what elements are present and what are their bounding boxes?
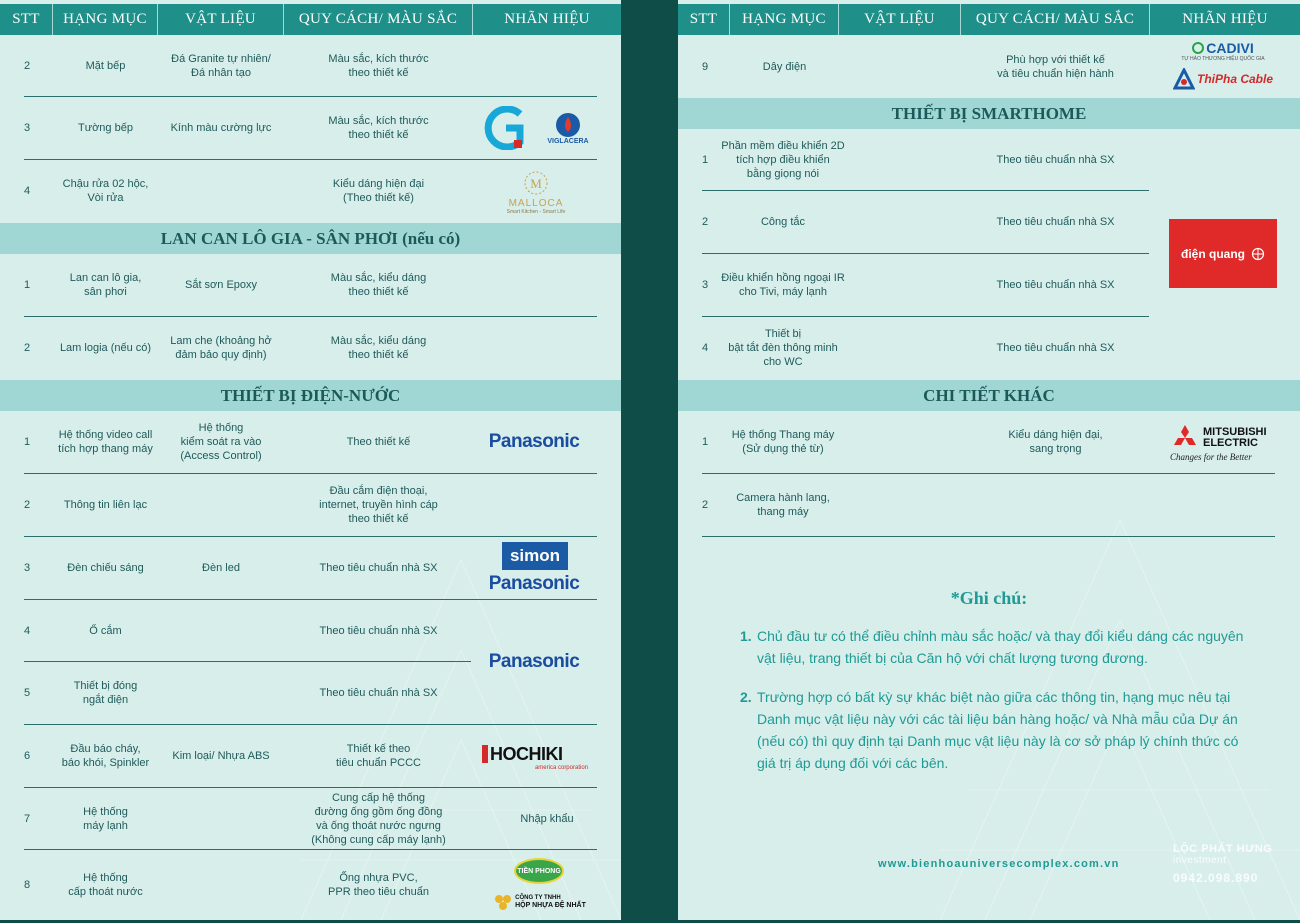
- panasonic-logo: Panasonic: [488, 573, 580, 594]
- cell-item: Hệ thống video call tích hợp thang máy: [58, 429, 153, 455]
- thipha-logo-text: ThiPha Cable: [1196, 72, 1273, 86]
- cell-item: Đầu báo cháy, báo khói, Spinkler: [61, 743, 150, 769]
- cell-stt: 1: [702, 153, 709, 166]
- cell-material: Hệ thống kiểm soát ra vào (Access Control): [180, 422, 262, 462]
- cell-item: Công tắc: [760, 216, 806, 228]
- watermark-sub: investment: [1173, 855, 1227, 866]
- table-row: [0, 317, 621, 379]
- header-quy-cach: QUY CÁCH/ MÀU SẮC: [961, 4, 1150, 35]
- table-row: [678, 474, 1300, 536]
- cadivi-tagline: TỰ HÀO THƯƠNG HIỆU QUỐC GIA: [1181, 56, 1265, 62]
- watermark-brand: LỘC PHÁT HƯNG: [1173, 843, 1273, 855]
- table-row: [0, 662, 621, 724]
- cell-material: Đá Granite tự nhiên/ Đá nhân tạo: [171, 53, 271, 79]
- cell-material: [158, 600, 284, 662]
- cell-material: [839, 36, 961, 97]
- cell-item: Ổ cắm: [89, 625, 122, 637]
- cell-item: Hệ thống máy lạnh: [83, 806, 128, 832]
- cell-item: Thiết bị bật tắt đèn thông minh cho WC: [728, 328, 838, 368]
- right-page: [678, 0, 1300, 920]
- cell-spec: Theo tiêu chuẩn nhà SX: [319, 625, 438, 637]
- cell-item: Thiết bị đóng ngắt điện: [73, 680, 138, 706]
- cell-spec: Màu sắc, kiểu dáng theo thiết kế: [330, 272, 427, 298]
- cell-material: [158, 662, 284, 724]
- note-item: [740, 625, 1250, 669]
- cell-material: [158, 788, 284, 850]
- cell-spec: Theo tiêu chuẩn nhà SX: [319, 687, 438, 699]
- mitsubishi-tagline: Changes for the Better: [1170, 452, 1252, 462]
- de-nhat-line-1: CÔNG TY TNHH: [515, 895, 561, 901]
- cell-item: Phần mềm điều khiển 2D tích hợp điều khiển bằng giọng nói: [721, 139, 845, 180]
- cell-item: Điều khiển hồng ngoại IR cho Tivi, máy lạnh: [721, 272, 845, 298]
- viglacera-logo-text: VIGLACERA: [547, 137, 589, 145]
- cell-spec: Kiểu dáng hiện đại, sang trọng: [1008, 429, 1103, 455]
- cell-item: Lam logia (nếu có): [59, 342, 152, 354]
- cell-spec: Màu sắc, kích thước theo thiết kế: [328, 53, 429, 79]
- cell-stt: 2: [24, 499, 31, 511]
- note-item: [740, 686, 1250, 774]
- cell-spec: Theo tiêu chuẩn nhà SX: [996, 216, 1115, 228]
- cell-stt: 7: [24, 813, 31, 825]
- cell-spec: Theo thiết kế: [346, 436, 411, 448]
- malloca-logo: [500, 164, 572, 218]
- header-vat-lieu: VẬT LIỆU: [158, 4, 284, 35]
- note-number: 1.: [740, 628, 752, 644]
- cell-spec: Theo tiêu chuẩn nhà SX: [996, 342, 1115, 354]
- cell-item: Lan can lô gia, sân phơi: [69, 272, 142, 298]
- cell-stt: 3: [24, 562, 31, 574]
- cell-item: Hệ thống Thang máy (Sử dụng thẻ từ): [731, 429, 835, 455]
- cell-stt: 4: [24, 625, 31, 637]
- cell-stt: 4: [24, 185, 31, 197]
- cell-stt: 2: [24, 342, 31, 354]
- header-hang-muc: HẠNG MỤC: [730, 4, 839, 35]
- cell-stt: 1: [24, 436, 31, 448]
- header-hang-muc: HẠNG MỤC: [53, 4, 158, 35]
- cell-item: Camera hành lang, thang máy: [736, 492, 830, 518]
- header-nhan-hieu: NHÃN HIỆU: [1182, 11, 1268, 27]
- dien-quang-logo-text: điện quang: [1181, 246, 1245, 261]
- panasonic-logo: Panasonic: [488, 651, 580, 672]
- cell-spec: Ống nhựa PVC, PPR theo tiêu chuẩn: [328, 872, 429, 898]
- cell-item: Chậu rửa 02 hộc, Vòi rửa: [62, 178, 149, 204]
- hochiki-subtitle: america corporation: [534, 764, 588, 771]
- cell-item: Đèn chiếu sáng: [67, 562, 144, 574]
- mitsubishi-electric-logo: [1170, 420, 1282, 466]
- cell-spec: Theo tiêu chuẩn nhà SX: [996, 279, 1115, 291]
- table-row: [678, 317, 1300, 379]
- cell-material: [158, 850, 284, 920]
- table-row: [0, 254, 621, 316]
- watermark-phone: 0942.098.890: [1173, 871, 1259, 885]
- row-divider: [702, 536, 1275, 537]
- cell-brand: Nhập khẩu: [520, 813, 574, 825]
- cell-spec: Theo tiêu chuẩn nhà SX: [319, 562, 438, 574]
- table-row: [0, 788, 621, 850]
- left-page: [0, 0, 621, 920]
- header-vat-lieu: VẬT LIỆU: [839, 4, 961, 35]
- cell-item: Mặt bếp: [85, 60, 126, 72]
- cell-material: Kính màu cường lực: [170, 122, 272, 134]
- cell-spec: Thiết kế theo tiêu chuẩn PCCC: [336, 743, 421, 769]
- cell-stt: 1: [702, 436, 709, 448]
- section-dien-nuoc: THIẾT BỊ ĐIỆN-NƯỚC: [0, 380, 621, 411]
- cadivi-logo-text: CADIVI: [1206, 40, 1254, 56]
- hochiki-logo-text: HOCHIKI: [490, 743, 563, 764]
- g-tiles-logo: [478, 104, 528, 152]
- cell-item: Dây điện: [762, 60, 807, 73]
- note-title: *Ghi chú:: [950, 588, 1028, 608]
- cell-item: Hệ thống cấp thoát nước: [68, 872, 143, 898]
- simon-logo: simon: [502, 542, 568, 570]
- de-nhat-logo: [490, 890, 590, 914]
- cell-spec: Kiểu dáng hiện đại (Theo thiết kế): [332, 178, 425, 204]
- section-chi-tiet-khac: CHI TIẾT KHÁC: [678, 380, 1300, 411]
- cell-stt: 2: [702, 216, 709, 228]
- cell-stt: 9: [702, 60, 709, 73]
- cell-stt: 3: [24, 122, 31, 134]
- table-row: [678, 129, 1300, 190]
- cell-item: Thông tin liên lạc: [63, 499, 148, 511]
- header-quy-cach: QUY CÁCH/ MÀU SẮC: [284, 4, 473, 35]
- table-row: [0, 36, 621, 96]
- cell-spec: Màu sắc, kiểu dáng theo thiết kế: [330, 335, 427, 361]
- cell-material: Đèn led: [202, 562, 240, 574]
- table-row: [0, 474, 621, 536]
- cell-material: Sắt sơn Epoxy: [184, 279, 258, 291]
- table-header: [0, 4, 621, 35]
- tien-phong-logo: TIỀN PHONG: [514, 858, 564, 884]
- cell-spec: Theo tiêu chuẩn nhà SX: [996, 153, 1115, 166]
- cell-stt: 5: [24, 687, 31, 699]
- cell-spec: Đầu cắm điện thoại, internet, truyền hình cáp theo thiết kế: [319, 485, 438, 525]
- cell-stt: 1: [24, 279, 31, 291]
- malloca-tagline: Smart Kitchen - Smart Life: [506, 208, 566, 215]
- de-nhat-line-2: HỘP NHỰA ĐỆ NHẤT: [515, 902, 586, 909]
- table-header: [678, 4, 1300, 35]
- loc-phat-hung-watermark: [1173, 843, 1272, 885]
- cell-stt: 2: [702, 499, 709, 511]
- website-url: www.bienhoauniversecomplex.com.vn: [878, 858, 1120, 870]
- header-stt: STT: [0, 4, 53, 35]
- section-smarthome: THIẾT BỊ SMARTHOME: [678, 98, 1300, 129]
- note-text: Trường hợp có bất kỳ sự khác biệt nào giữa các thông tin, hạng mục nêu tại Danh mục vật liệu này với các tài liệu bán hàng hoặc/ và Nhà mẫu của Dự án (nếu có) thì quy định tại Danh mục vật liệu này là cơ sở pháp lý chính thức có giá trị áp dụng đối với các bên.: [757, 689, 1239, 771]
- cadivi-logo: [1166, 39, 1280, 63]
- viglacera-logo: [540, 108, 596, 148]
- cell-stt: 2: [24, 60, 31, 72]
- cell-material: Kim loại/ Nhựa ABS: [172, 750, 270, 762]
- cell-material: [158, 474, 284, 536]
- cell-stt: 8: [24, 879, 31, 891]
- cell-stt: 3: [702, 279, 709, 291]
- cell-spec: Cung cấp hệ thống đường ống gồm ống đồng và ống thoát nước ngưng (Không cung cấp máy lạnh): [311, 792, 446, 846]
- note-number: 2.: [740, 689, 752, 705]
- thipha-cable-logo: [1166, 66, 1280, 92]
- hochiki-logo: [482, 742, 588, 772]
- cell-material: Lam che (khoảng hở đảm bảo quy định): [170, 335, 272, 361]
- note-text: Chủ đầu tư có thể điều chỉnh màu sắc hoặc/ và thay đổi kiểu dáng các nguyên vật liệu, trang thiết bị của Căn hộ với chất lượng tương đương.: [757, 628, 1244, 666]
- cell-stt: 4: [702, 342, 709, 354]
- cell-spec: Phù hợp với thiết kế và tiêu chuẩn hiện hành: [997, 53, 1114, 80]
- cell-stt: 6: [24, 750, 31, 762]
- cell-spec: [961, 474, 1150, 536]
- panasonic-logo: Panasonic: [488, 431, 580, 452]
- mitsubishi-line-1: MITSUBISHI: [1203, 426, 1267, 438]
- section-lan-can: LAN CAN LÔ GIA - SÂN PHƠI (nếu có): [0, 223, 621, 254]
- header-stt: STT: [678, 4, 730, 35]
- cell-spec: Màu sắc, kích thước theo thiết kế: [328, 115, 429, 141]
- cell-material: [158, 160, 284, 222]
- table-row: [678, 254, 1300, 316]
- mitsubishi-line-2: ELECTRIC: [1203, 437, 1258, 449]
- header-nhan-hieu: NHÃN HIỆU: [504, 11, 590, 27]
- cell-item: Tường bếp: [78, 122, 133, 134]
- svg-text:M: M: [530, 175, 542, 191]
- malloca-logo-text: MALLOCA: [508, 197, 564, 209]
